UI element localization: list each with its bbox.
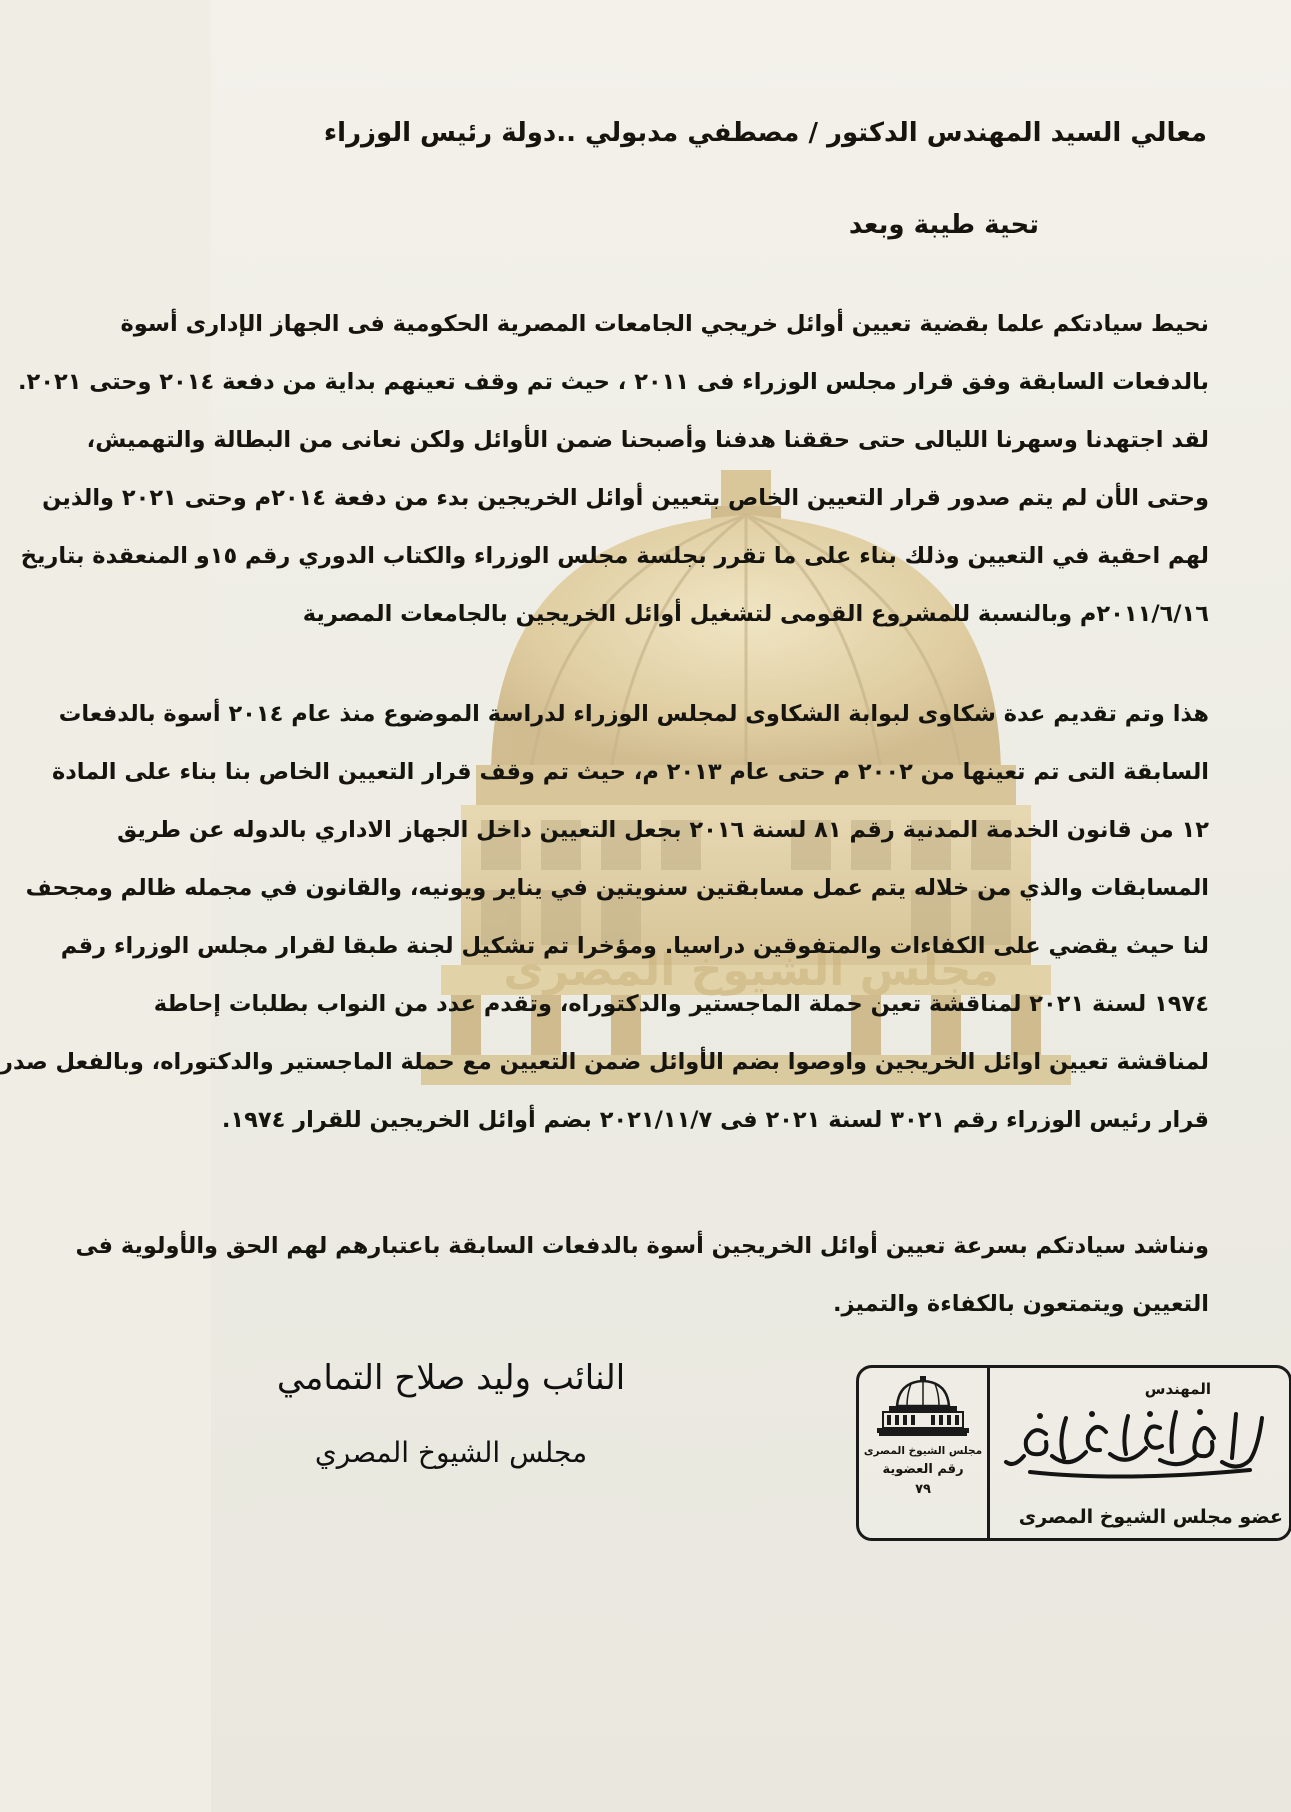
signer-name: النائب وليد صلاح التمامي	[276, 1358, 626, 1398]
paragraph-3	[75, 1217, 1209, 1333]
stamp-emblem-panel	[859, 1368, 987, 1538]
paragraph-line: ١٩٧٤ لسنة ٢٠٢١ لمناقشة تعين حملة الماجستير والدكتوراه، وتقدم عدد من النواب بطلبات إحاطة	[153, 991, 1209, 1017]
paragraph-line: ١٢ من قانون الخدمة المدنية رقم ٨١ لسنة ٢٠١٦ بجعل التعيين داخل الجهاز الاداري بالدوله عن طريق	[117, 817, 1209, 843]
paragraph-2	[0, 685, 1209, 1149]
paragraph-line: قرار رئيس الوزراء رقم ٣٠٢١ لسنة ٢٠٢١ فى ٢٠٢١/١١/٧ بضم أوائل الخريجين للقرار ١٩٧٤.	[221, 1107, 1209, 1133]
paragraph-line: المسابقات والذي من خلاله يتم عمل مسابقتين سنويتين في يناير ويونيه، والقانون في مجمله ظالم ومجحف	[25, 875, 1209, 901]
paragraph-line: وحتى الأن لم يتم صدور قرار التعيين الخاص بتعيين أوائل الخريجين بدء من دفعة ٢٠١٤م وحتى ٢٠٢١ والذين	[42, 485, 1209, 511]
paragraph-line: لهم احقية في التعيين وذلك بناء على ما تقرر بجلسة مجلس الوزراء والكتاب الدوري رقم ١٥و المنعقدة بتاريخ	[20, 543, 1209, 569]
handwritten-signature-icon	[1000, 1398, 1280, 1488]
paragraph-line: التعيين ويتمتعون بالكفاءة والتميز.	[832, 1291, 1209, 1317]
signer-block	[261, 1358, 641, 1469]
official-stamp	[856, 1365, 1291, 1541]
stamp-membership-number: ٧٩	[915, 1482, 931, 1497]
paragraph-line: ونناشد سيادتكم بسرعة تعيين أوائل الخريجين أسوة بالدفعات السابقة باعتبارهم لهم الحق والأولوية فى	[75, 1233, 1209, 1259]
paragraph-line: السابقة التى تم تعينها من ٢٠٠٢ م حتى عام ٢٠١٣ م، حيث تم وقف قرار التعيين الخاص بنا بناء على المادة	[51, 759, 1209, 785]
paragraph-1	[17, 295, 1209, 643]
salutation-line: معالي السيد المهندس الدكتور / مصطفي مدبولي ..دولة رئيس الوزراء	[323, 118, 1207, 148]
greeting-line: تحية طيبة وبعد	[848, 210, 1039, 240]
paragraph-line: ٢٠١١/٦/١٦م وبالنسبة للمشروع القومى لتشغيل أوائل الخريجين بالجامعات المصرية	[302, 601, 1209, 627]
stamp-emblem-caption: مجلس الشيوخ المصرى	[863, 1445, 983, 1457]
paragraph-line: هذا وتم تقديم عدة شكاوى لبوابة الشكاوى لمجلس الوزراء لدراسة الموضوع منذ عام ٢٠١٤ أسوة بالدفعات	[58, 701, 1209, 727]
stamp-member-line: عضو مجلس الشيوخ المصرى	[1018, 1506, 1283, 1528]
paragraph-line: نحيط سيادتكم علما بقضية تعيين أوائل خريجي الجامعات المصرية الحكومية فى الجهاز الإدارى أسوة	[120, 311, 1209, 337]
paragraph-line: لمناقشة تعيين اوائل الخريجين واوصوا بضم الأوائل ضمن التعيين مع حملة الماجستير والدكتوراه، وبالفعل صدر	[0, 1049, 1209, 1075]
signer-organization: مجلس الشيوخ المصري	[314, 1436, 588, 1469]
senate-building-icon	[877, 1376, 969, 1438]
stamp-signature-panel	[990, 1368, 1289, 1538]
paragraph-line: بالدفعات السابقة وفق قرار مجلس الوزراء فى ٢٠١١ ، حيث تم وقف تعينهم بداية من دفعة ٢٠١٤ وحتى ٢٠٢١.	[17, 369, 1209, 395]
stamp-title: المهندس	[1144, 1380, 1211, 1398]
paragraph-line: لنا حيث يقضي على الكفاءات والمتفوقين دراسيا. ومؤخرا تم تشكيل لجنة طبقا لقرار مجلس الوزراء رقم	[60, 933, 1209, 959]
stamp-membership-label: رقم العضوية	[882, 1462, 964, 1477]
watermark-text: مجلس الشيوخ المصرى	[503, 945, 999, 996]
paragraph-line: لقد اجتهدنا وسهرنا الليالى حتى حققنا هدفنا وأصبحنا ضمن الأوائل ولكن نعانى من البطالة والتهميش،	[86, 427, 1209, 453]
